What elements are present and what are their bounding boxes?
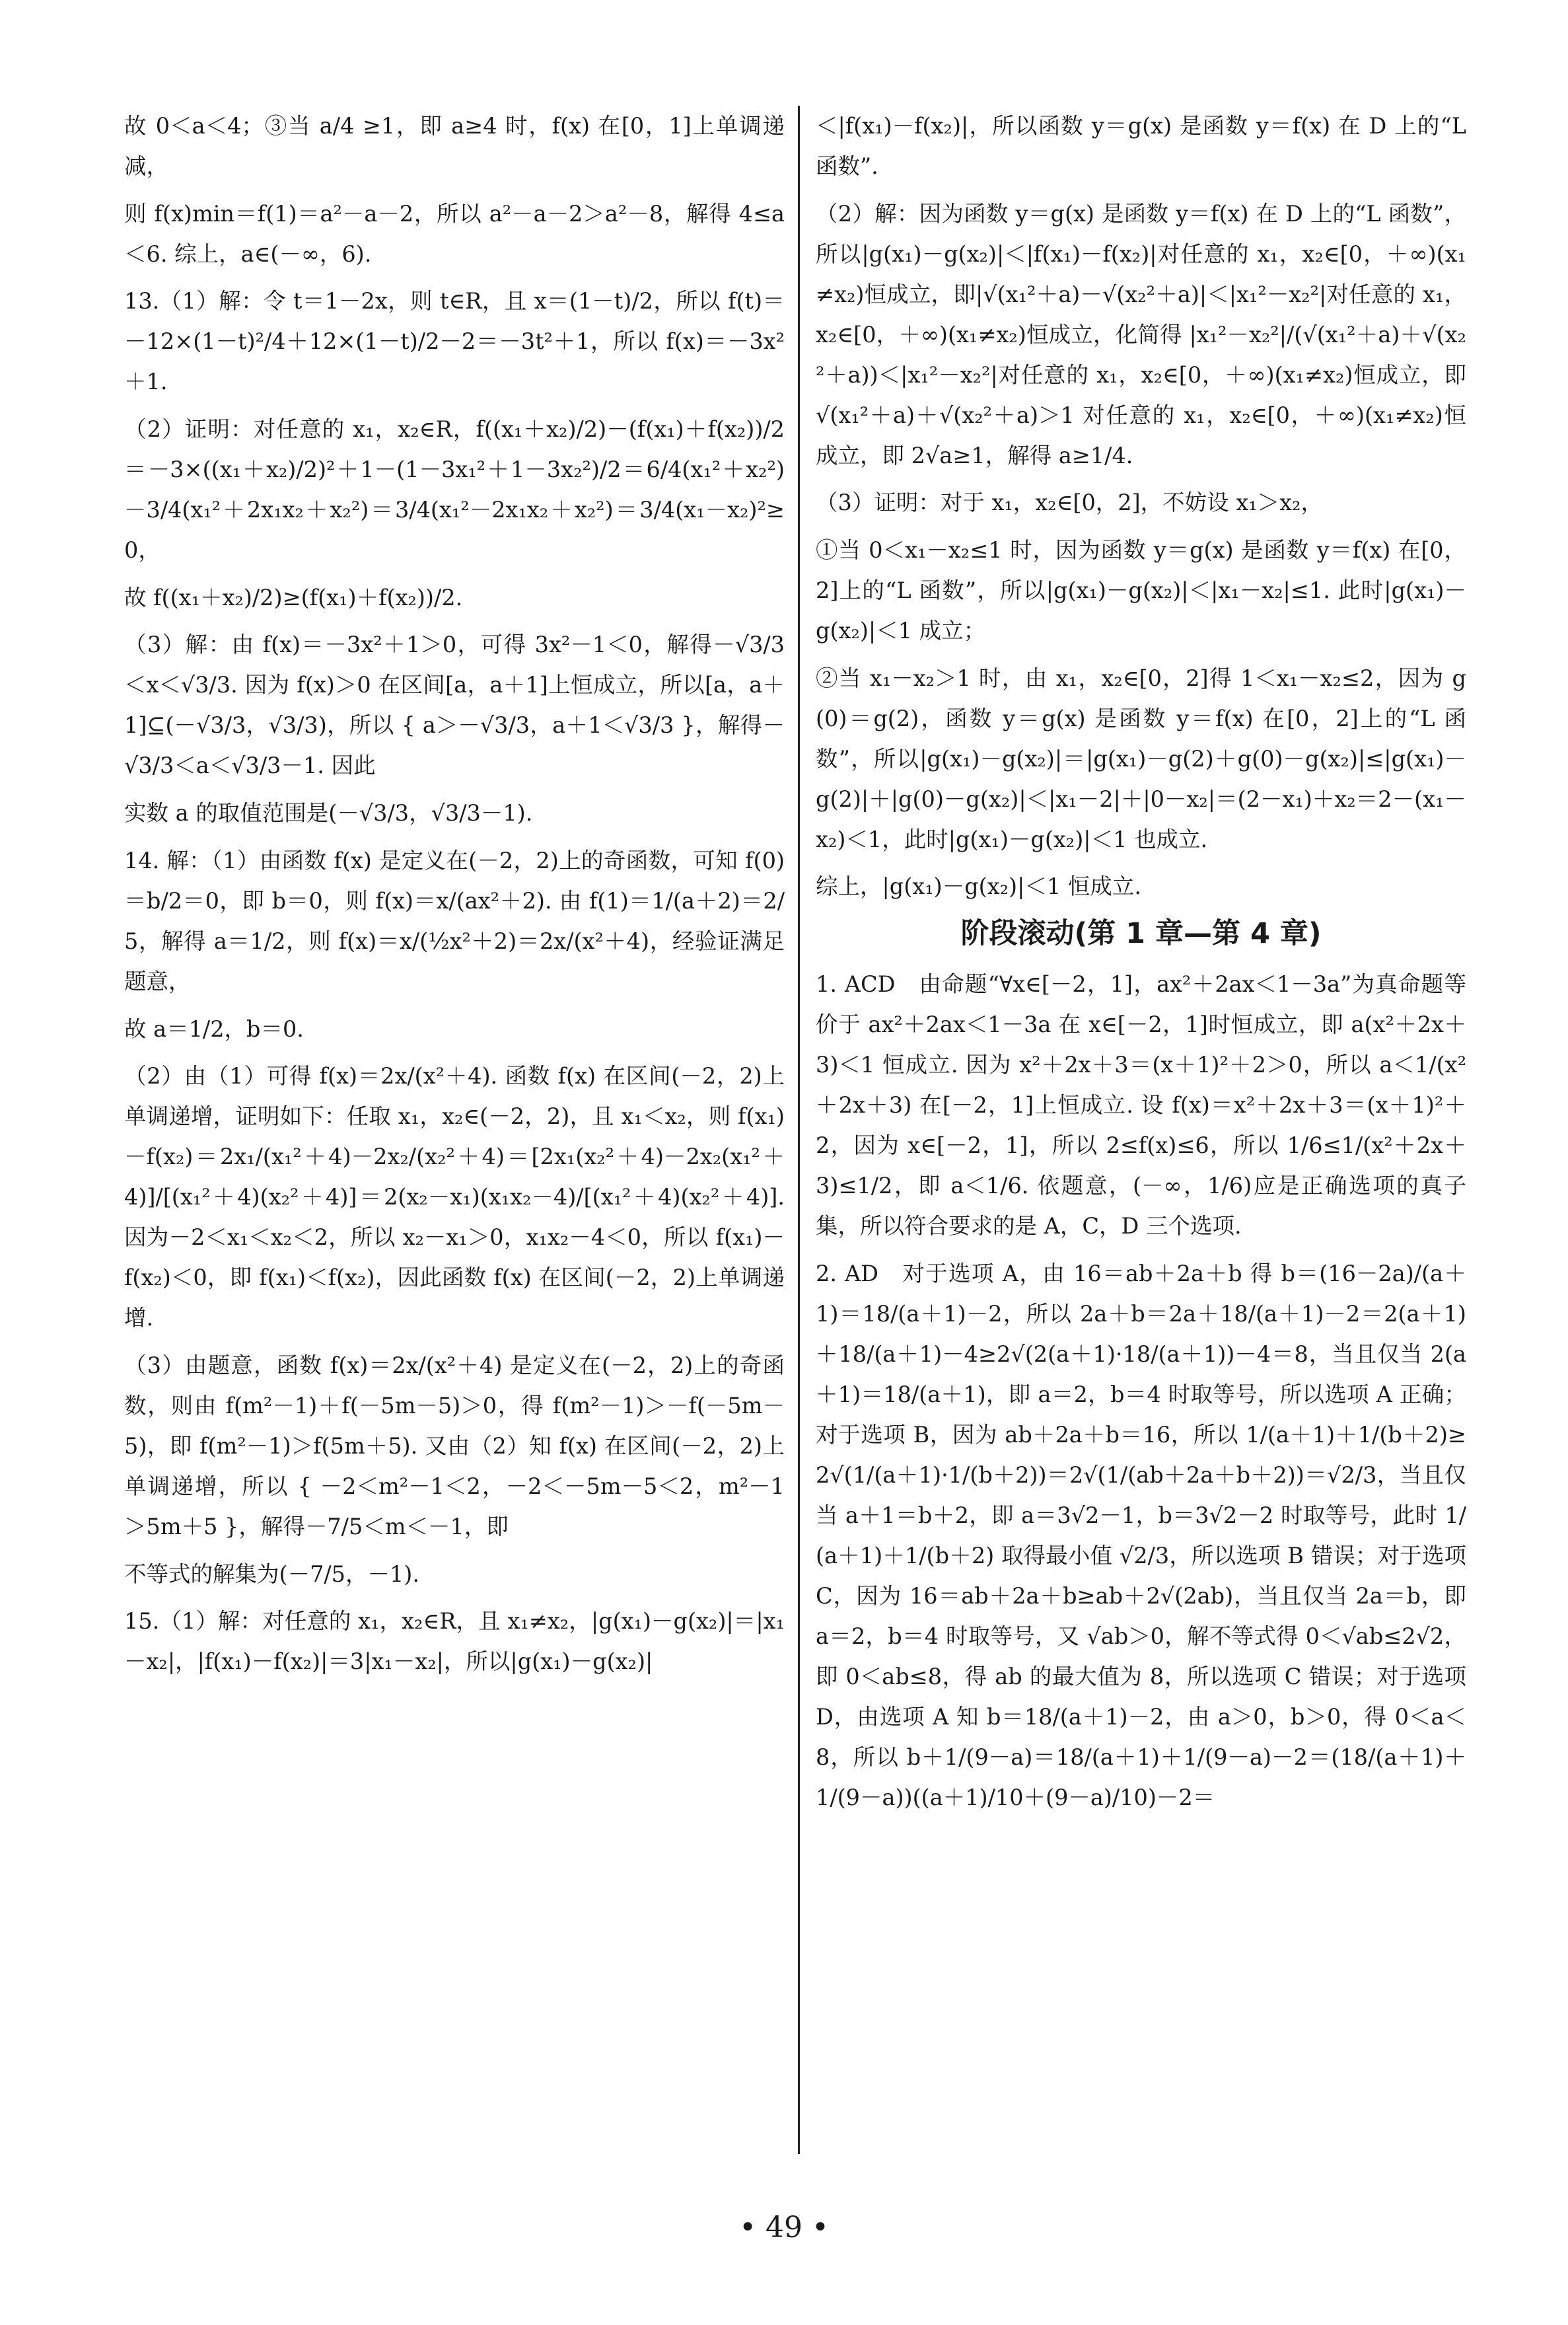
- page-number: • 49 •: [739, 2211, 829, 2244]
- column-divider: [798, 106, 800, 2154]
- left-para-2: 则 f(x)min＝f(1)＝a²－a－2，所以 a²－a－2＞a²－8，解得 4≤a＜6. 综上，a∈(－∞，6).: [124, 200, 785, 267]
- problem-14-part-3: （3）由题意，函数 f(x)＝2x/(x²＋4) 是定义在(－2，2)上的奇函数，则由 f(m²－1)＋f(－5m－5)＞0，得 f(m²－1)＞－f(－5m－5)，即 f(m²－1)＞f(5m＋5). 又由（2）知 f(x) 在区间(－2，2)上单调递增，所以 { －2＜m²－1＜2，－2＜－5m－5＜2，m²－1＞5m＋5 }，解得－7/5＜m＜－1，即: [124, 1352, 785, 1539]
- problem-15-conclusion: 综上，|g(x₁)－g(x₂)|＜1 恒成立.: [816, 873, 1141, 900]
- problem-14-part-1-conclusion: 故 a＝1/2，b＝0.: [124, 1015, 304, 1042]
- section-heading: 阶段滚动(第 1 章—第 4 章): [960, 917, 1322, 951]
- left-column: [124, 106, 785, 1689]
- review-problem-2: 2. AD 对于选项 A，由 16＝ab＋2a＋b 得 b＝(16－2a)/(a＋1)＝18/(a＋1)－2，所以 2a＋b＝2a＋18/(a＋1)－2＝2(a＋1)＋18/(a＋1)－4≥2√(2(a＋1)·18/(a＋1))－4＝8，当且仅当 2(a＋1)＝18/(a＋1)，即 a＝2，b＝4 时取等号，所以选项 A 正确；对于选项 B，因为 ab＋2a＋b＝16，所以 1/(a＋1)＋1/(b＋2)≥2√(1/(a＋1)·1/(b＋2))＝2√(1/(ab＋2a＋b＋2))＝√2/3，当且仅当 a＋1＝b＋2，即 a＝3√2－1，b＝3√2－2 时取等号，此时 1/(a＋1)＋1/(b＋2) 取得最小值 √2/3，所以选项 B 错误；对于选项 C，因为 16＝ab＋2a＋b≥ab＋2√(2ab)，当且仅当 2a＝b，即 a＝2，b＝4 时取等号，又 √ab＞0，解不等式得 0＜√ab≤2√2，即 0＜ab≤8，得 ab 的最大值为 8，所以选项 C 错误；对于选项 D，由选项 A 知 b＝18/(a＋1)－2，由 a＞0，b＞0，得 0＜a＜8，所以 b＋1/(9－a)＝18/(a＋1)＋1/(9－a)－2＝(18/(a＋1)＋1/(9－a))((a＋1)/10＋(9－a)/10)－2＝: [816, 1260, 1466, 1810]
- problem-13-part-1: 13.（1）解：令 t＝1－2x，则 t∈R，且 x＝(1－t)/2，所以 f(t)＝－12×(1－t)²/4＋12×(1－t)/2－2＝－3t²＋1，所以 f(x)＝－3x²＋1.: [124, 288, 785, 395]
- problem-14-part-3-conclusion: 不等式的解集为(－7/5，－1).: [124, 1561, 420, 1587]
- problem-15-part-2: （2）解：因为函数 y＝g(x) 是函数 y＝f(x) 在 D 上的“L 函数”，所以|g(x₁)－g(x₂)|＜|f(x₁)－f(x₂)|对任意的 x₁，x₂∈[0，＋∞)(x₁≠x₂)恒成立，即|√(x₁²＋a)－√(x₂²＋a)|＜|x₁²－x₂²|对任意的 x₁，x₂∈[0，＋∞)(x₁≠x₂)恒成立，化简得 |x₁²－x₂²|/(√(x₁²＋a)＋√(x₂²＋a))＜|x₁²－x₂²|对任意的 x₁，x₂∈[0，＋∞)(x₁≠x₂)恒成立，即√(x₁²＋a)＋√(x₂²＋a)＞1 对任意的 x₁，x₂∈[0，＋∞)(x₁≠x₂)恒成立，即 2√a≥1，解得 a≥1/4.: [816, 200, 1466, 468]
- right-column: [816, 106, 1466, 1825]
- problem-14-part-1: 14. 解：（1）由函数 f(x) 是定义在(－2，2)上的奇函数，可知 f(0)＝b/2＝0，即 b＝0，则 f(x)＝x/(ax²＋2). 由 f(1)＝1/(a＋2)＝2/5，解得 a＝1/2，则 f(x)＝x/(½x²＋2)＝2x/(x²＋4)，经验证满足题意，: [124, 847, 785, 994]
- problem-15-part-1: 15.（1）解：对任意的 x₁，x₂∈R，且 x₁≠x₂，|g(x₁)－g(x₂)|＝|x₁－x₂|，|f(x₁)－f(x₂)|＝3|x₁－x₂|，所以|g(x₁)－g(x₂)|: [124, 1608, 785, 1675]
- problem-13-part-2-conclusion: 故 f((x₁＋x₂)/2)≥(f(x₁)＋f(x₂))/2.: [124, 584, 463, 610]
- problem-14-part-2: （2）由（1）可得 f(x)＝2x/(x²＋4). 函数 f(x) 在区间(－2，2)上单调递增，证明如下：任取 x₁，x₂∈(－2，2)，且 x₁＜x₂，则 f(x₁)－f(x₂)＝2x₁/(x₁²＋4)－2x₂/(x₂²＋4)＝[2x₁(x₂²＋4)－2x₂(x₁²＋4)]/[(x₁²＋4)(x₂²＋4)]＝2(x₂－x₁)(x₁x₂－4)/[(x₁²＋4)(x₂²＋4)]. 因为－2＜x₁＜x₂＜2，所以 x₂－x₁＞0，x₁x₂－4＜0，所以 f(x₁)－f(x₂)＜0，即 f(x₁)＜f(x₂)，因此函数 f(x) 在区间(－2，2)上单调递增.: [124, 1063, 785, 1331]
- problem-15-part-1-cont: ＜|f(x₁)－f(x₂)|，所以函数 y＝g(x) 是函数 y＝f(x) 在 D 上的“L 函数”.: [816, 113, 1466, 179]
- problem-13-part-3-conclusion: 实数 a 的取值范围是(－√3/3，√3/3－1).: [124, 800, 533, 827]
- problem-13-part-2: （2）证明：对任意的 x₁，x₂∈R，f((x₁＋x₂)/2)－(f(x₁)＋f(x₂))/2＝－3×((x₁＋x₂)/2)²＋1－(1－3x₁²＋1－3x₂²)/2＝6/4(x₁²＋x₂²)－3/4(x₁²＋2x₁x₂＋x₂²)＝3/4(x₁²－2x₁x₂＋x₂²)＝3/4(x₁－x₂)²≥0，: [124, 416, 785, 564]
- problem-15-part-3: （3）证明：对于 x₁，x₂∈[0，2]，不妨设 x₁＞x₂，: [816, 490, 1323, 516]
- problem-15-part-3-case-1: ①当 0＜x₁－x₂≤1 时，因为函数 y＝g(x) 是函数 y＝f(x) 在[0，2]上的“L 函数”，所以|g(x₁)－g(x₂)|＜|x₁－x₂|≤1. 此时|g(x₁)－g(x₂)|＜1 成立；: [816, 537, 1466, 644]
- problem-13-part-3: （3）解：由 f(x)＝－3x²＋1＞0，可得 3x²－1＜0，解得－√3/3＜x＜√3/3. 因为 f(x)＞0 在区间[a，a＋1]上恒成立，所以[a，a＋1]⊆(－√3/3，√3/3)，所以 { a＞－√3/3，a＋1＜√3/3 }，解得－√3/3＜a＜√3/3－1. 因此: [124, 632, 785, 779]
- review-problem-1: 1. ACD 由命题“∀x∈[－2，1]，ax²＋2ax＜1－3a”为真命题等价于 ax²＋2ax＜1－3a 在 x∈[－2，1]时恒成立，即 a(x²＋2x＋3)＜1 恒成立. 因为 x²＋2x＋3＝(x＋1)²＋2＞0，所以 a＜1/(x²＋2x＋3) 在[－2，1]上恒成立. 设 f(x)＝x²＋2x＋3＝(x＋1)²＋2，因为 x∈[－2，1]，所以 2≤f(x)≤6，所以 1/6≤1/(x²＋2x＋3)≤1/2，即 a＜1/6. 依题意，(－∞，1/6)应是正确选项的真子集，所以符合要求的是 A，C，D 三个选项.: [816, 971, 1466, 1239]
- left-para-1: 故 0＜a＜4；③当 a/4 ≥1，即 a≥4 时，f(x) 在[0，1]上单调递减，: [124, 113, 785, 179]
- problem-15-part-3-case-2: ②当 x₁－x₂＞1 时，由 x₁，x₂∈[0，2]得 1＜x₁－x₂≤2，因为 g(0)＝g(2)，函数 y＝g(x) 是函数 y＝f(x) 在[0，2]上的“L 函数”，所以|g(x₁)－g(x₂)|＝|g(x₁)－g(2)＋g(0)－g(x₂)|≤|g(x₁)－g(2)|＋|g(0)－g(x₂)|＜|x₁－2|＋|0－x₂|＝(2－x₁)＋x₂＝2－(x₁－x₂)＜1，此时|g(x₁)－g(x₂)|＜1 也成立.: [816, 665, 1466, 852]
